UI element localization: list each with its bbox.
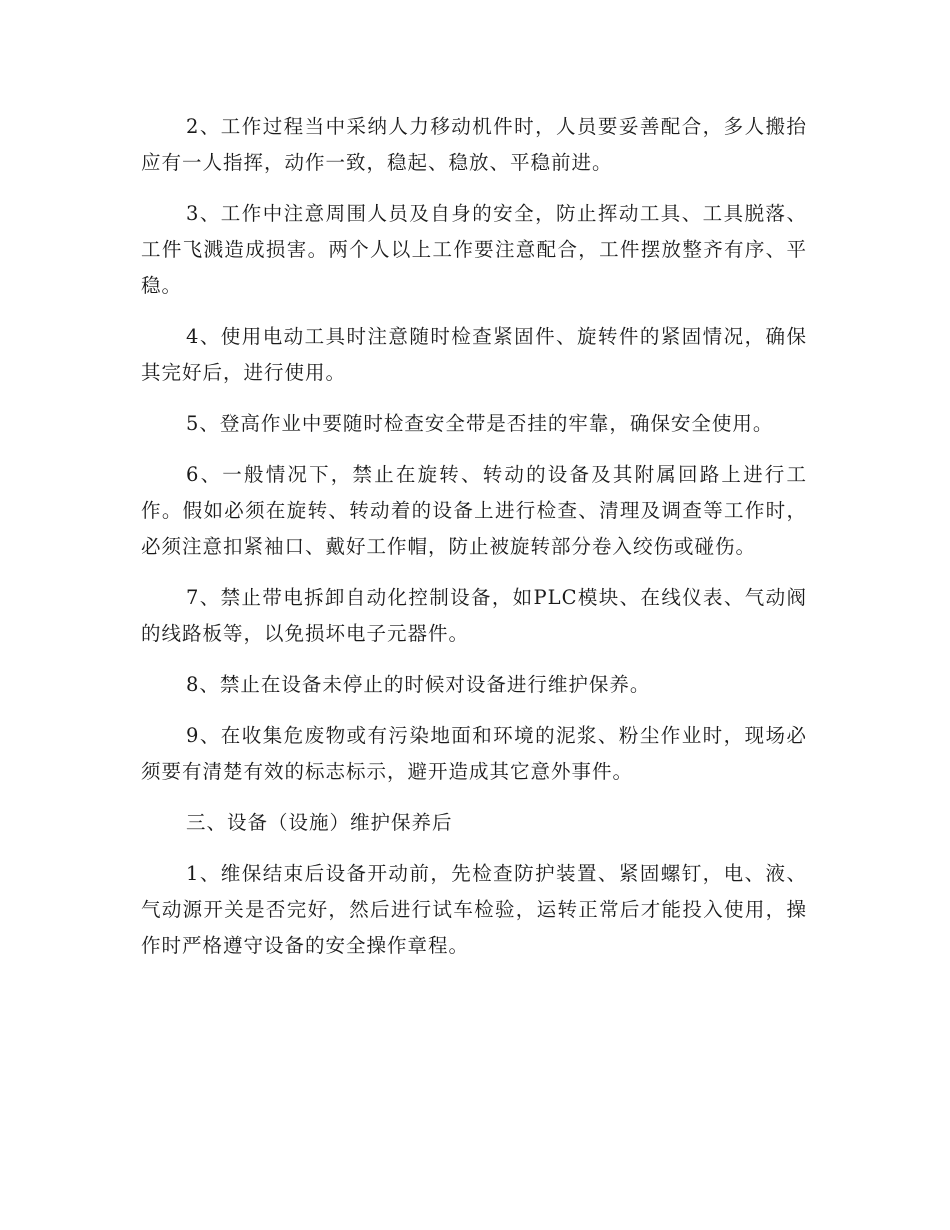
paragraph-item-7: 7、禁止带电拆卸自动化控制设备，如PLC模块、在线仪表、气动阀的线路板等，以免损坏电子元器件。 xyxy=(141,586,807,645)
paragraph-item-4: 4、使用电动工具时注意随时检查紧固件、旋转件的紧固情况，确保其完好后，进行使用。 xyxy=(141,325,807,384)
paragraph-item-3: 3、工作中注意周围人员及自身的安全，防止挥动工具、工具脱落、工件飞溅造成损害。两个人以上工作要注意配合，工件摆放整齐有序、平稳。 xyxy=(141,202,807,297)
document-body xyxy=(141,109,807,979)
paragraph-item-8: 8、禁止在设备未停止的时候对设备进行维护保养。 xyxy=(186,673,651,696)
paragraph-item-9: 9、在收集危废物或有污染地面和环境的泥浆、粉尘作业时，现场必须要有清楚有效的标志标示，避开造成其它意外事件。 xyxy=(141,724,807,783)
paragraph-item-2: 2、工作过程当中采纳人力移动机件时，人员要妥善配合，多人搬抬应有一人指挥，动作一致，稳起、稳放、平稳前进。 xyxy=(141,115,807,174)
paragraph-item-1: 1、维保结束后设备开动前，先检查防护装置、紧固螺钉，电、液、气动源开关是否完好，然后进行试车检验，运转正常后才能投入使用，操作时严格遵守设备的安全操作章程。 xyxy=(141,862,807,957)
section-heading: 三、设备（设施）维护保养后 xyxy=(186,811,453,834)
paragraph-item-5: 5、登高作业中要随时检查安全带是否挂的牢靠，确保安全使用。 xyxy=(186,412,774,435)
paragraph-item-6: 6、一般情况下，禁止在旋转、转动的设备及其附属回路上进行工作。假如必须在旋转、转动着的设备上进行检查、清理及调查等工作时，必须注意扣紧袖口、戴好工作帽，防止被旋转部分卷入绞伤或碰伤。 xyxy=(141,463,807,558)
